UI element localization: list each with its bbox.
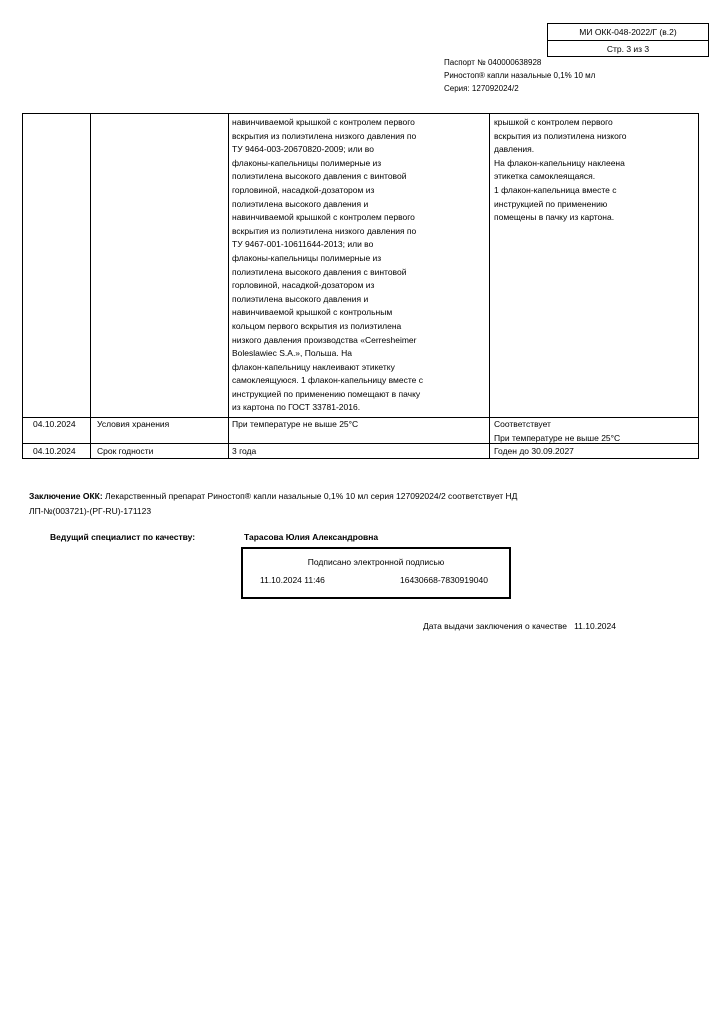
requirement-line: из картона по ГОСТ 33781-2016. — [232, 402, 361, 413]
packaging-result — [494, 116, 626, 225]
requirement-line: флакон-капельницу наклеивают этикетку — [232, 361, 395, 372]
requirement-line: ТУ 9464-003-20670820-2009; или во — [232, 144, 374, 155]
requirement-line: кольцом первого вскрытия из полиэтилена — [232, 320, 402, 331]
requirement-line: горловиной, насадкой-дозатором из — [232, 184, 375, 195]
requirement-line: полиэтилена высокого давления и — [232, 293, 369, 304]
result-line: инструкцией по применению — [494, 198, 608, 209]
requirement-line: вскрытия из полиэтилена низкого давления по — [232, 225, 417, 236]
storage-result — [494, 418, 620, 445]
requirement-line: Boleslawiec S.A.», Польша. На — [232, 348, 352, 359]
storage-date: 04.10.2024 — [33, 419, 76, 429]
signature-datetime: 11.10.2024 11:46 — [260, 575, 325, 585]
signature-title: Подписано электронной подписью — [307, 557, 445, 567]
requirement-line: навинчиваемой крышкой с контролем первого — [232, 212, 415, 223]
result-line: помещены в пачку из картона. — [494, 212, 615, 223]
issue-date-line — [423, 619, 616, 633]
specialist-label: Ведущий специалист по качеству: — [50, 532, 196, 542]
quality-table — [22, 113, 699, 459]
storage-result-value: При температуре не выше 25°С — [494, 432, 621, 443]
electronic-signature-box — [241, 547, 511, 599]
document-code: МИ ОКК-048-2022/Г (в.2) — [579, 27, 677, 37]
result-line: На флакон-капельницу наклеена — [494, 157, 625, 168]
issue-date: 11.10.2024 — [574, 621, 616, 631]
result-line: вскрытия из полиэтилена низкого — [494, 130, 627, 141]
packaging-requirement — [232, 116, 423, 415]
issue-date-label: Дата выдачи заключения о качестве — [423, 621, 567, 631]
conclusion-label: Заключение ОКК: — [29, 491, 103, 501]
requirement-line: навинчиваемой крышкой с контролем первого — [232, 117, 415, 127]
page-number: Стр. 3 из 3 — [548, 40, 708, 57]
requirement-line: низкого давления производства «Cerresheimer — [232, 334, 417, 345]
signature-certificate-id: 16430668-7830919040 — [400, 575, 488, 585]
storage-result-status: Соответствует — [494, 419, 551, 429]
document-code-box — [547, 23, 709, 57]
result-line: крышкой с контролем первого — [494, 117, 613, 127]
requirement-line: горловиной, насадкой-дозатором из — [232, 280, 375, 291]
shelf-life-result: Годен до 30.09.2027 — [494, 446, 574, 456]
requirement-line: полиэтилена высокого давления с винтовой — [232, 171, 407, 182]
conclusion-text-line2: ЛП-№(003721)-(РГ-RU)-171123 — [29, 506, 152, 516]
requirement-line: самоклеящуюся. 1 флакон-капельницу вместе с — [232, 375, 423, 386]
requirement-line: полиэтилена высокого давления и — [232, 198, 369, 209]
specialist-name: Тарасова Юлия Александровна — [244, 532, 379, 542]
shelf-life-date: 04.10.2024 — [33, 446, 76, 456]
shelf-life-requirement: 3 года — [232, 446, 257, 456]
requirement-line: флаконы-капельницы полимерные из — [232, 157, 382, 168]
requirement-line: вскрытия из полиэтилена низкого давления по — [232, 130, 417, 141]
result-line: давления. — [494, 144, 535, 155]
conclusion-text: Лекарственный препарат Риностоп® капли назальные 0,1% 10 мл серия 127092024/2 соответствует НД — [102, 491, 518, 501]
product-name: Риностоп® капли назальные 0,1% 10 мл — [444, 71, 596, 80]
conclusion — [29, 489, 709, 518]
requirement-line: полиэтилена высокого давления с винтовой — [232, 266, 407, 277]
shelf-life-parameter: Срок годности — [97, 446, 154, 456]
storage-requirement: При температуре не выше 25°С — [232, 419, 359, 429]
passport-number: Паспорт № 040000638928 — [444, 58, 542, 67]
series-number: Серия: 127092024/2 — [444, 84, 519, 93]
requirement-line: ТУ 9467-001-10611644-2013; или во — [232, 239, 374, 250]
requirement-line: флаконы-капельницы полимерные из — [232, 252, 382, 263]
result-line: 1 флакон-капельница вместе с — [494, 184, 617, 195]
requirement-line: навинчиваемой крышкой с контрольным — [232, 307, 393, 318]
storage-parameter: Условия хранения — [97, 419, 170, 429]
result-line: этикетка самоклеящаяся. — [494, 171, 596, 182]
requirement-line: инструкцией по применению помещают в пачку — [232, 388, 421, 399]
